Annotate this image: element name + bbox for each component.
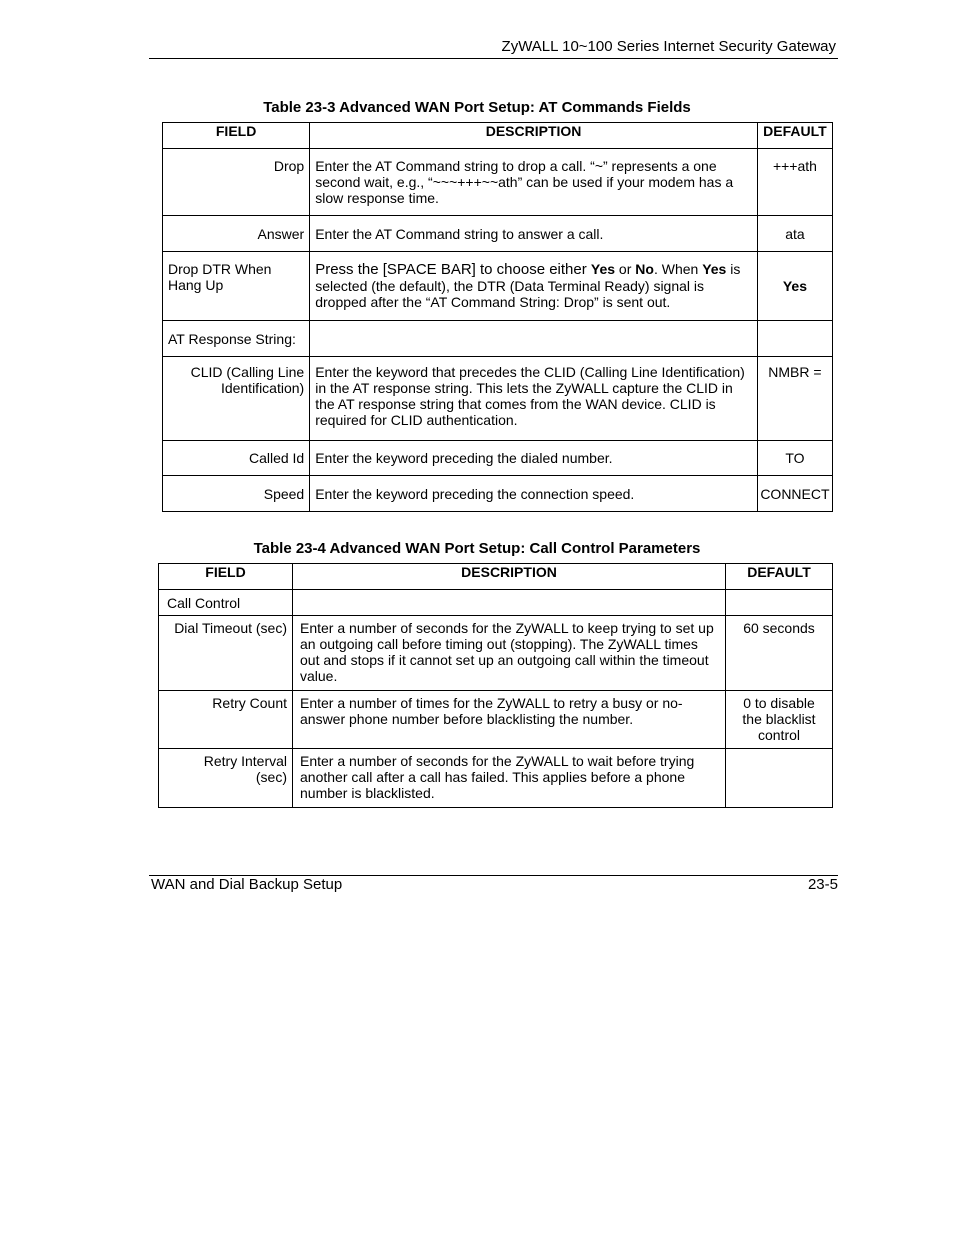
table-row xyxy=(163,216,833,252)
default-cell xyxy=(726,749,833,808)
description-cell: Enter a number of seconds for the ZyWALL to keep trying to set up an outgoing call before timing out (stopping). The ZyWALL times out and stops if it cannot set up an outgoing call within the timeout value. xyxy=(293,616,726,691)
field-cell: Call Control xyxy=(159,590,293,616)
table-row xyxy=(159,691,833,749)
field-cell: Called Id xyxy=(163,441,310,476)
description-cell: Enter the AT Command string to answer a call. xyxy=(310,216,758,252)
description-cell: Enter a number of times for the ZyWALL to retry a busy or no-answer phone number before blacklisting the number. xyxy=(293,691,726,749)
description-cell xyxy=(293,590,726,616)
description-text: or xyxy=(615,261,636,277)
footer-section-title: WAN and Dial Backup Setup xyxy=(151,876,343,893)
column-header-description: DESCRIPTION xyxy=(310,123,758,149)
table-row xyxy=(163,441,833,476)
description-cell xyxy=(310,252,758,321)
field-cell: Dial Timeout (sec) xyxy=(159,616,293,691)
table-row xyxy=(159,749,833,808)
table-row xyxy=(163,321,833,357)
table-row xyxy=(163,149,833,216)
field-cell: Retry Interval (sec) xyxy=(159,749,293,808)
no-keyword: No xyxy=(635,261,654,277)
default-cell: TO xyxy=(757,441,832,476)
description-text: Press the [SPACE BAR] to choose either xyxy=(315,261,591,278)
default-cell: Yes xyxy=(757,252,832,321)
description-cell: Enter the AT Command string to drop a call. “~” represents a one second wait, e.g., “~~~+++~~ath” can be used if your modem has a slow response time. xyxy=(310,149,758,216)
field-cell: Drop xyxy=(163,149,310,216)
description-text: . When xyxy=(653,261,703,277)
table-row xyxy=(163,252,833,321)
field-cell: Drop DTR When Hang Up xyxy=(163,252,310,321)
default-cell xyxy=(726,590,833,616)
call-control-table xyxy=(158,563,833,808)
description-text: is selected (the default), the DTR (Data Terminal Ready) signal is dropped after the “AT Command String: Drop” is sent out. xyxy=(315,261,741,310)
column-header-field: FIELD xyxy=(163,123,310,149)
table1-caption: Table 23-3 Advanced WAN Port Setup: AT Commands Fields xyxy=(263,99,691,116)
yes-keyword: Yes xyxy=(590,261,616,277)
default-cell: CONNECT xyxy=(757,476,832,512)
table-row xyxy=(159,590,833,616)
yes-keyword: Yes xyxy=(702,261,727,277)
at-commands-table xyxy=(162,122,833,512)
default-cell: NMBR = xyxy=(757,357,832,441)
table-row xyxy=(159,616,833,691)
default-cell xyxy=(757,321,832,357)
running-header: ZyWALL 10~100 Series Internet Security Gateway xyxy=(501,38,836,55)
description-cell: Enter a number of seconds for the ZyWALL to wait before trying another call after a call has failed. This applies before a phone number is blacklisted. xyxy=(293,749,726,808)
description-cell: Enter the keyword preceding the connection speed. xyxy=(310,476,758,512)
description-cell: Enter the keyword preceding the dialed number. xyxy=(310,441,758,476)
default-cell: 0 to disable the blacklist control xyxy=(726,691,833,749)
column-header-default: DEFAULT xyxy=(726,564,833,590)
field-cell: Retry Count xyxy=(159,691,293,749)
description-cell xyxy=(310,321,758,357)
field-cell: AT Response String: xyxy=(163,321,310,357)
default-cell: ata xyxy=(757,216,832,252)
header-rule xyxy=(149,58,838,59)
column-header-description: DESCRIPTION xyxy=(293,564,726,590)
column-header-default: DEFAULT xyxy=(757,123,832,149)
field-cell: CLID (Calling Line Identification) xyxy=(163,357,310,441)
default-cell: 60 seconds xyxy=(726,616,833,691)
table2-caption: Table 23-4 Advanced WAN Port Setup: Call Control Parameters xyxy=(253,540,701,557)
default-cell: +++ath xyxy=(757,149,832,216)
field-cell: Speed xyxy=(163,476,310,512)
column-header-field: FIELD xyxy=(159,564,293,590)
page-number: 23-5 xyxy=(807,876,838,893)
table-row xyxy=(163,476,833,512)
table-row xyxy=(163,357,833,441)
field-cell: Answer xyxy=(163,216,310,252)
description-cell: Enter the keyword that precedes the CLID (Calling Line Identification) in the AT response string. This lets the ZyWALL capture the CLID in the AT response string that comes from the WAN device. CLID is required for CLID authentication. xyxy=(310,357,758,441)
